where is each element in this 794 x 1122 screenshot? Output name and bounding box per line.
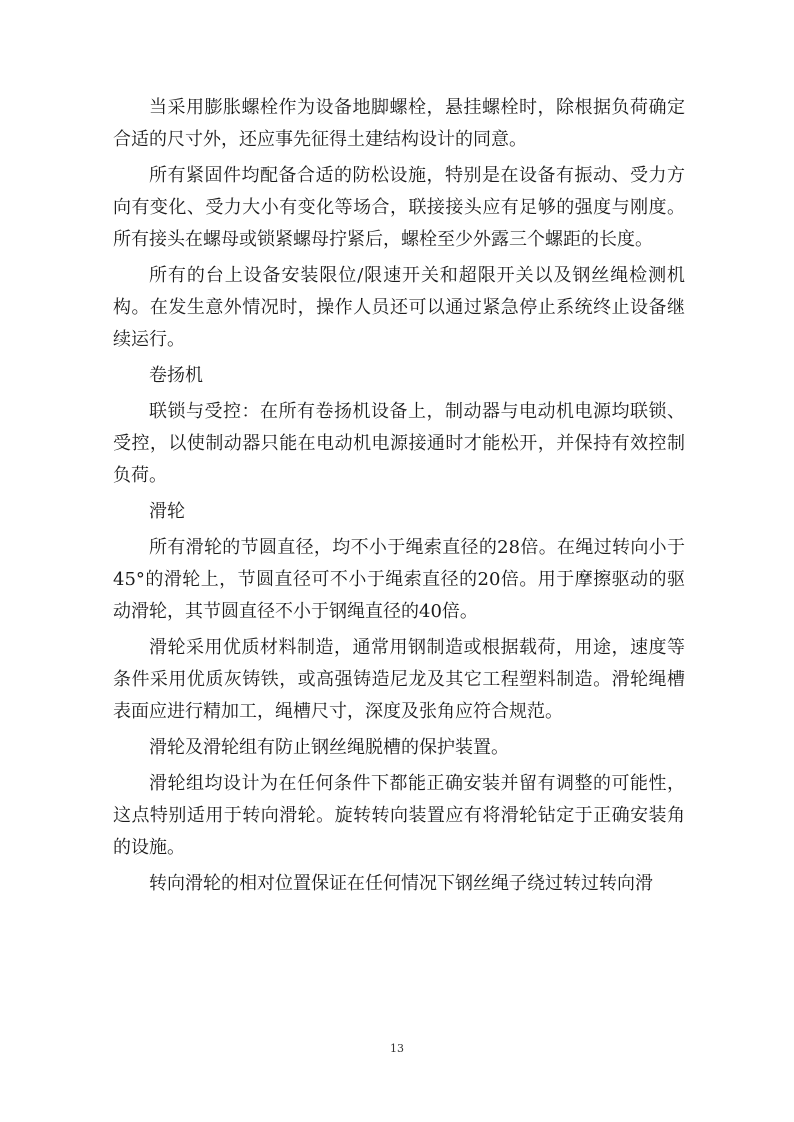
heading-winch: 卷扬机 <box>149 365 203 386</box>
paragraph-pulley-material: 滑轮采用优质材料制造，通常用钢制造或根据载荷，用途，速度等条件采用优质灰铸铁，或高强铸造尼龙及其它工程塑料制造。滑轮绳槽表面应进行精加工，绳槽尺寸，深度及张角应符合规范。 <box>113 637 685 722</box>
paragraph-turning-pulley: 转向滑轮的相对位置保证在任何情况下钢丝绳子绕过转过转向滑 <box>149 873 653 894</box>
paragraph-fasteners: 所有紧固件均配备合适的防松设施，特别是在设备有振动、受力方向有变化、受力大小有变化等场合，联接接头应有足够的强度与刚度。所有接头在螺母或锁紧螺母拧紧后，螺栓至少外露三个螺距的长度。 <box>113 165 685 250</box>
paragraph-pulley-diameter: 所有滑轮的节圆直径，均不小于绳索直径的28倍。在绳过转向小于45°的滑轮上，节圆直径可不小于绳索直径的20倍。用于摩擦驱动的驱动滑轮，其节圆直径不小于钢绳直径的40倍。 <box>113 537 685 622</box>
paragraph-limit-switches: 所有的台上设备安装限位/限速开关和超限开关以及钢丝绳检测机构。在发生意外情况时，操作人员还可以通过紧急停止系统终止设备继续运行。 <box>113 265 685 350</box>
paragraph-pulley-group: 滑轮组均设计为在任何条件下都能正确安装并留有调整的可能性，这点特别适用于转向滑轮。旋转转向装置应有将滑轮钻定于正确安装角的设施。 <box>113 773 685 858</box>
paragraph-expansion-bolts: 当采用膨胀螺栓作为设备地脚螺栓，悬挂螺栓时，除根据负荷确定合适的尺寸外，还应事先征得土建结构设计的同意。 <box>113 97 685 150</box>
page-number: 13 <box>390 1042 404 1055</box>
paragraph-interlock: 联锁与受控：在所有卷扬机设备上，制动器与电动机电源均联锁、受控，以使制动器只能在电动机电源接通时才能松开，并保持有效控制负荷。 <box>113 401 685 486</box>
heading-pulley: 滑轮 <box>149 501 185 522</box>
paragraph-pulley-guard: 滑轮及滑轮组有防止钢丝绳脱槽的保护装置。 <box>149 737 509 758</box>
page-content <box>113 92 685 904</box>
